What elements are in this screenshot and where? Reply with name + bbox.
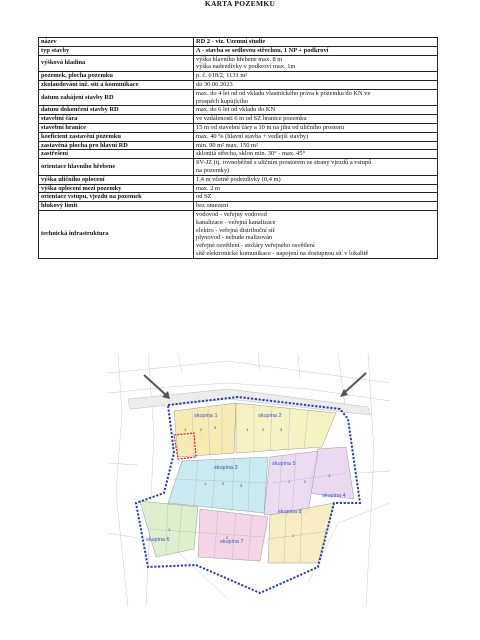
svg-text:2: 2 — [200, 427, 203, 432]
card-row-value-line: sklonitá střecha, sklon min. 30° - max. 45° — [196, 150, 306, 158]
card-row — [39, 123, 438, 132]
card-row-value-line: elektro - veřejná distribuční síť — [196, 226, 276, 234]
card-row-value — [194, 72, 438, 81]
card-row-value — [194, 141, 438, 150]
group-label-6: skupina 6 — [146, 537, 170, 543]
group-label-3: skupina 3 — [214, 465, 238, 471]
card-row-value-line: do 30.06.2023 — [196, 80, 233, 88]
group-label-5: skupina 5 — [272, 461, 296, 467]
card-row-value-line: bez omezení — [196, 202, 229, 210]
svg-text:2: 2 — [304, 479, 307, 484]
card-row-value-line: max. do 4 let od od vkladu vlastnického práva k pozemku do KN ve — [196, 89, 371, 97]
card-row-value — [194, 193, 438, 202]
svg-text:1: 1 — [168, 527, 171, 532]
card-title: KARTA POZEMKU — [204, 0, 276, 7]
card-row-value-line: 15 m od stavební čáry a 10 m na jihu od uličního prostoru — [196, 123, 345, 131]
card-row — [39, 150, 438, 159]
parcel-card-table — [38, 37, 438, 259]
card-row-value-line: prospěch kupujícího — [196, 97, 249, 105]
card-row — [39, 159, 438, 176]
svg-text:1: 1 — [204, 481, 207, 486]
group-label-2: skupina 2 — [258, 413, 282, 419]
svg-text:1: 1 — [288, 479, 291, 484]
card-row — [39, 115, 438, 124]
card-row-value-line: A - stavba se sedlovou střechou, 1 NP + podkroví — [196, 46, 329, 54]
card-row — [39, 106, 438, 115]
card-row-key: orientace vstupu, vjezdu na pozemek — [39, 193, 194, 202]
card-row-key: zastřešení — [39, 150, 194, 159]
card-row-key: hlukový limit — [39, 202, 194, 211]
card-row-value-line: max. 40 % (hlavní stavba + vedlejší stavby) — [196, 132, 309, 140]
card-row — [39, 141, 438, 150]
group-label-4: skupina 4 — [322, 493, 346, 499]
card-row-key: zkolaudování inž. sítí a komunikace — [39, 80, 194, 89]
card-row-key: výšková hladina — [39, 55, 194, 72]
card-row-value — [194, 202, 438, 211]
group-label-8: skupina 8 — [278, 509, 302, 515]
card-row-value-line: vodovod - veřejný vodovod — [196, 210, 267, 218]
card-row-key: zastavěná plocha pro hlavní RD — [39, 141, 194, 150]
card-row-value — [194, 89, 438, 106]
card-row-key: orientace hlavního hřebene — [39, 159, 194, 176]
card-row-value-line: na pozemky) — [196, 166, 230, 174]
card-row — [39, 202, 438, 211]
group-label-7: skupina 7 — [220, 539, 244, 545]
card-row-value-line: ve vzdálenosti 6 m od SZ hranice pozemku — [196, 115, 307, 123]
card-row-key: název — [39, 38, 194, 47]
card-row-value-line: max. 2 m — [196, 184, 220, 192]
card-row-value-line: kanalizace - veřejná kanalizace — [196, 218, 276, 226]
card-row-value-line: RD 2 - viz. Územní studie — [196, 38, 266, 45]
card-row — [39, 132, 438, 141]
card-row — [39, 46, 438, 55]
card-row-value — [194, 175, 438, 184]
card-row-key: koeficient zastavění pozemku — [39, 132, 194, 141]
card-row-value-line: min. 90 m² max. 150 m² — [196, 141, 258, 149]
card-row-key: typ stavby — [39, 46, 194, 55]
card-row-key: technická infrastruktura — [39, 210, 194, 258]
card-row — [39, 80, 438, 89]
card-row-value — [194, 55, 438, 72]
card-row-value-line: výška hlavního hřebene max. 8 m — [196, 55, 283, 63]
card-row — [39, 72, 438, 81]
card-row-value — [194, 115, 438, 124]
card-row-value-line: plynovod - nebude realizován — [196, 234, 273, 242]
svg-text:2: 2 — [262, 427, 265, 432]
card-row-value-line: výška nadezdívky v podkroví max. 1m — [196, 63, 296, 71]
card-row — [39, 210, 438, 258]
card-row-value — [194, 80, 438, 89]
card-row-value-line: 1,4 m včetně podezdívky (0,4 m) — [196, 175, 281, 183]
card-row-value-line: od SZ — [196, 193, 212, 201]
card-row-key: pozemek, plocha pozemku — [39, 72, 194, 81]
svg-text:1: 1 — [184, 427, 187, 432]
card-row-value-line: SV-JZ (tj. rovnoběžně s uličním prostorem ze strany vjezdů a vstupů — [196, 159, 372, 167]
card-row-value-line: sítě elektronické komunikace - napojení na dostupnou síť v lokalitě — [196, 249, 369, 257]
card-row — [39, 55, 438, 72]
card-row-key: výška oplocení mezi pozemky — [39, 184, 194, 193]
svg-text:3: 3 — [280, 427, 283, 432]
card-row-value — [194, 210, 438, 258]
card-row — [39, 89, 438, 106]
card-row — [39, 175, 438, 184]
card-row-value-line: veřejné osvětlení - stožáry veřejného osvětlení — [196, 242, 315, 250]
card-row-key: stavební čára — [39, 115, 194, 124]
card-row-value — [194, 132, 438, 141]
card-row-value — [194, 123, 438, 132]
svg-text:2: 2 — [226, 535, 229, 540]
card-row-key: výška uličního oplocení — [39, 175, 194, 184]
group-label-1: skupina 1 — [194, 413, 218, 419]
card-row-value — [194, 38, 438, 47]
card-row-key: datum zahájení stavby RD — [39, 89, 194, 106]
svg-text:1: 1 — [328, 473, 331, 478]
card-row-value-line: max. do 6 let od vkladu do KN — [196, 106, 276, 114]
card-row-value-line: p. č. 618/2, 1131 m² — [196, 72, 248, 80]
svg-text:3: 3 — [240, 483, 243, 488]
card-row-key: datum dokončení stavby RD — [39, 106, 194, 115]
svg-text:1: 1 — [246, 427, 249, 432]
group-2-area — [236, 403, 336, 453]
card-row-value — [194, 184, 438, 193]
card-row — [39, 38, 438, 47]
svg-text:3: 3 — [214, 425, 217, 430]
card-row-value — [194, 150, 438, 159]
card-row — [39, 193, 438, 202]
svg-text:2: 2 — [222, 481, 225, 486]
card-row-value — [194, 159, 438, 176]
site-plan-map — [108, 353, 390, 607]
card-row-value — [194, 46, 438, 55]
card-row-key: stavební hranice — [39, 123, 194, 132]
card-row-value — [194, 106, 438, 115]
card-row — [39, 184, 438, 193]
svg-text:1: 1 — [292, 533, 295, 538]
